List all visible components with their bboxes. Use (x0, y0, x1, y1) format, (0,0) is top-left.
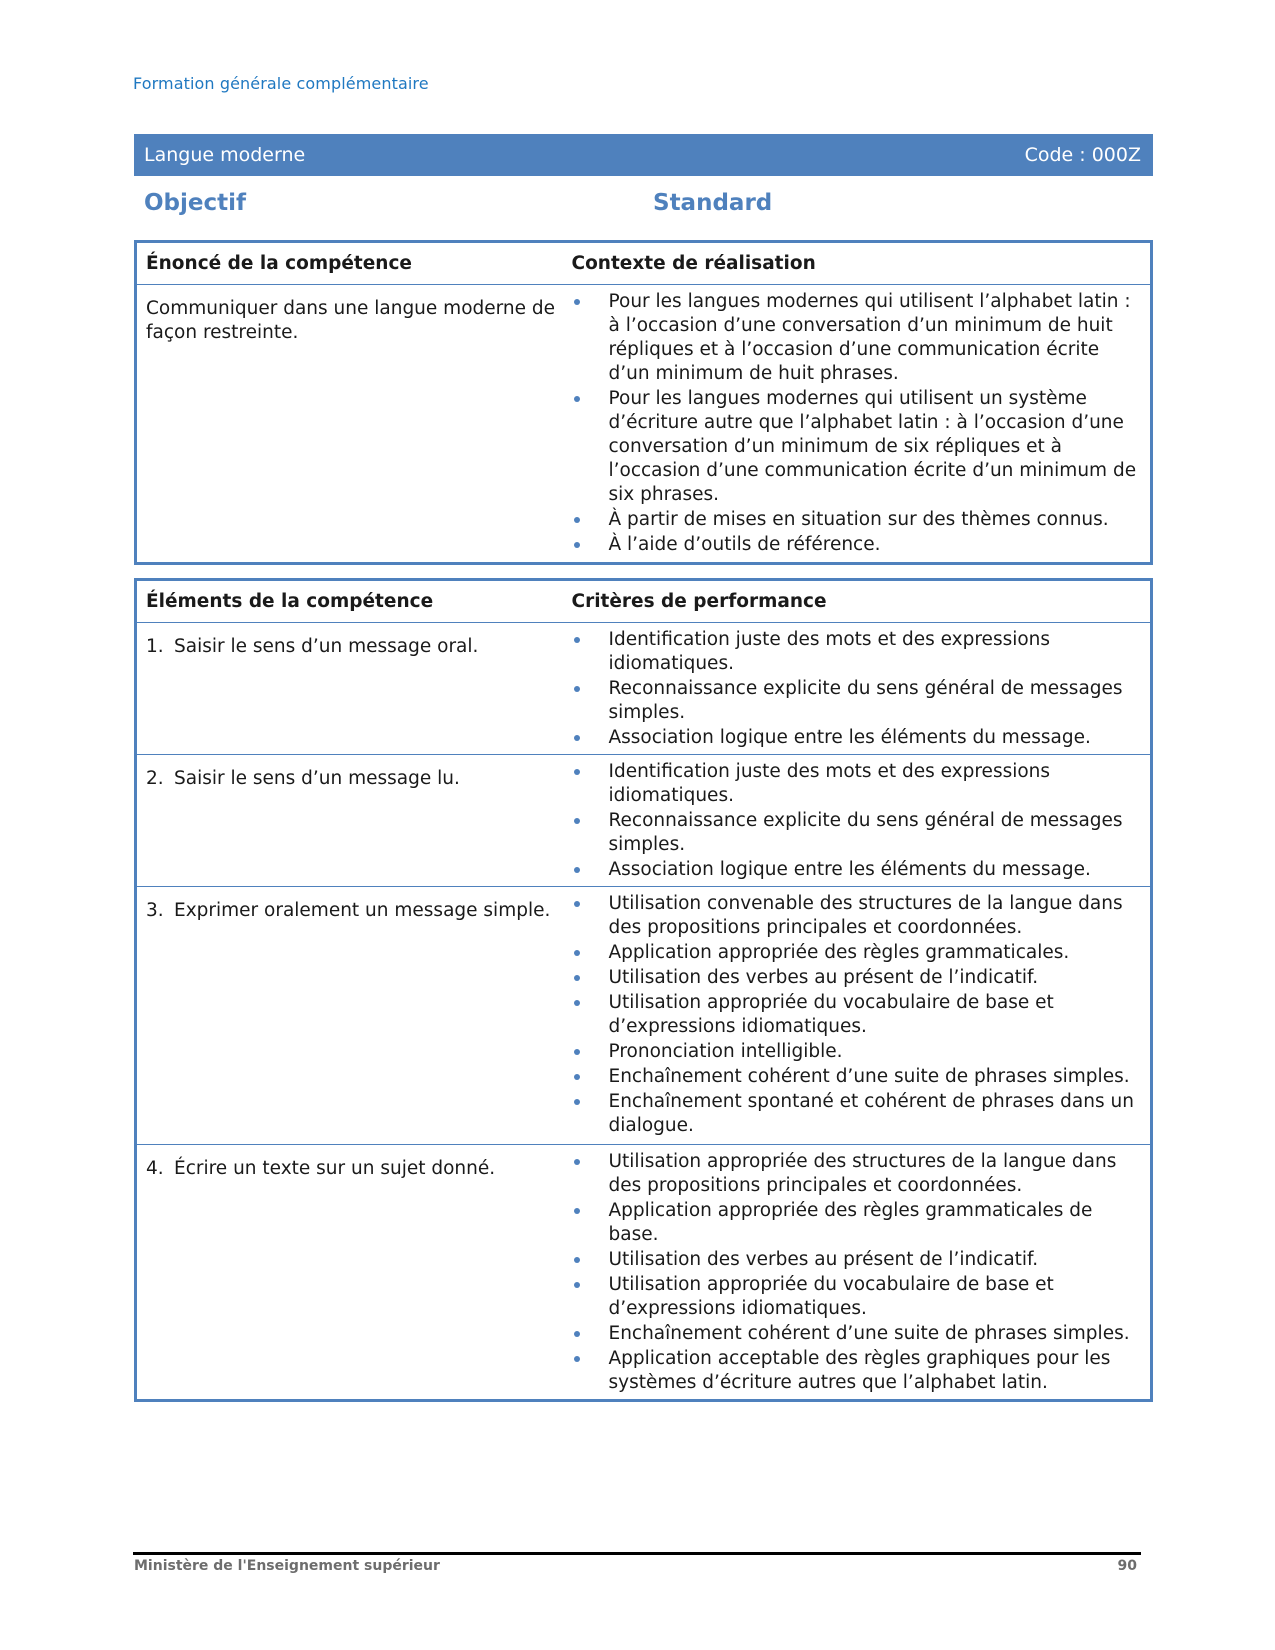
page-number: 90 (1117, 1558, 1137, 1574)
footer-divider (133, 1552, 1141, 1555)
bullet-icon (574, 517, 580, 523)
list-item: Enchaînement cohérent d’une suite de phrases simples. (564, 1065, 1143, 1089)
bullet-icon (574, 1049, 580, 1055)
contexte-cell (564, 285, 1152, 564)
list-item: Application appropriée des règles grammaticales de base. (564, 1199, 1143, 1247)
table-row (136, 623, 1152, 755)
element-cell (136, 623, 564, 755)
table-header-row (136, 242, 1152, 285)
criteres-cell (564, 887, 1152, 1145)
criteres-cell (564, 623, 1152, 755)
competence-table (134, 240, 1153, 565)
list-item: À partir de mises en situation sur des thèmes connus. (564, 508, 1143, 532)
element-text: Écrire un texte sur un sujet donné. (174, 1158, 496, 1179)
list-item: Utilisation des verbes au présent de l’indicatif. (564, 1248, 1143, 1272)
bullet-icon (574, 542, 580, 548)
objectif-label: Objectif (144, 190, 247, 216)
bullet-icon (574, 735, 580, 741)
list-item: Association logique entre les éléments du message. (564, 726, 1143, 750)
bullet-icon (574, 1331, 580, 1337)
list-item: Utilisation appropriée du vocabulaire de base et d’expressions idiomatiques. (564, 1273, 1143, 1321)
bullet-icon (574, 396, 580, 402)
bullet-icon (574, 299, 580, 305)
list-item: Pour les langues modernes qui utilisent l’alphabet latin : à l’occasion d’une conversation d’un minimum de huit répliques et à l’occasion d’une communication écrite d’un minimum de huit phrases. (564, 290, 1143, 386)
element-cell (136, 887, 564, 1145)
criteres-cell (564, 1145, 1152, 1401)
list-item: Utilisation des verbes au présent de l’indicatif. (564, 966, 1143, 990)
list-item: Application acceptable des règles graphiques pour les systèmes d’écriture autres que l’alphabet latin. (564, 1347, 1143, 1395)
list-item: Utilisation appropriée des structures de la langue dans des propositions principales et coordonnées. (564, 1150, 1143, 1198)
list-item: Pour les langues modernes qui utilisent un système d’écriture autre que l’alphabet latin : à l’occasion d’une conversation d’un minimum de six répliques et à l’occasion d’une communication écrite d’un minimum de six phrases. (564, 387, 1143, 507)
criteres-list (564, 1150, 1143, 1395)
bullet-icon (574, 1257, 580, 1263)
bullet-icon (574, 686, 580, 692)
list-item: Utilisation convenable des structures de la langue dans des propositions principales et coordonnées. (564, 892, 1143, 940)
bullet-icon (574, 1208, 580, 1214)
element-number: 3. (146, 900, 164, 921)
criteres-cell (564, 755, 1152, 887)
course-banner (134, 134, 1153, 176)
header-criteres: Critères de performance (564, 580, 1152, 623)
bullet-icon (574, 901, 580, 907)
bullet-icon (574, 950, 580, 956)
element-cell (136, 1145, 564, 1401)
header-elements: Éléments de la compétence (136, 580, 564, 623)
bullet-icon (574, 1159, 580, 1165)
list-item: Identification juste des mots et des expressions idiomatiques. (564, 760, 1143, 808)
bullet-icon (574, 769, 580, 775)
list-item: À l’aide d’outils de référence. (564, 533, 1143, 557)
elements-table (134, 578, 1153, 1402)
course-code: Code : 000Z (1024, 144, 1141, 166)
bullet-icon (574, 818, 580, 824)
element-text: Saisir le sens d’un message lu. (174, 768, 460, 789)
table-header-row (136, 580, 1152, 623)
element-cell (136, 755, 564, 887)
table-row (136, 1145, 1152, 1401)
criteres-list (564, 628, 1143, 750)
bullet-icon (574, 1282, 580, 1288)
bullet-icon (574, 867, 580, 873)
standard-label: Standard (653, 190, 773, 216)
table-row (136, 285, 1152, 564)
list-item: Prononciation intelligible. (564, 1040, 1143, 1064)
list-item: Application appropriée des règles grammaticales. (564, 941, 1143, 965)
contexte-list (564, 290, 1143, 557)
table-row (136, 755, 1152, 887)
header-enonce: Énoncé de la compétence (136, 242, 564, 285)
list-item: Identification juste des mots et des expressions idiomatiques. (564, 628, 1143, 676)
running-head: Formation générale complémentaire (133, 74, 429, 93)
bullet-icon (574, 1000, 580, 1006)
course-title: Langue moderne (144, 144, 306, 166)
element-text: Exprimer oralement un message simple. (174, 900, 551, 921)
bullet-icon (574, 975, 580, 981)
bullet-icon (574, 1356, 580, 1362)
bullet-icon (574, 1099, 580, 1105)
enonce-cell: Communiquer dans une langue moderne de façon restreinte. (136, 285, 564, 564)
list-item: Enchaînement cohérent d’une suite de phrases simples. (564, 1322, 1143, 1346)
table-row (136, 887, 1152, 1145)
footer-publisher: Ministère de l'Enseignement supérieur (134, 1558, 440, 1574)
list-item: Reconnaissance explicite du sens général de messages simples. (564, 809, 1143, 857)
criteres-list (564, 892, 1143, 1138)
list-item: Association logique entre les éléments du message. (564, 858, 1143, 882)
bullet-icon (574, 637, 580, 643)
list-item: Utilisation appropriée du vocabulaire de base et d’expressions idiomatiques. (564, 991, 1143, 1039)
element-text: Saisir le sens d’un message oral. (174, 636, 479, 657)
list-item: Enchaînement spontané et cohérent de phrases dans un dialogue. (564, 1090, 1143, 1138)
list-item: Reconnaissance explicite du sens général de messages simples. (564, 677, 1143, 725)
criteres-list (564, 760, 1143, 882)
element-number: 2. (146, 768, 164, 789)
element-number: 1. (146, 636, 164, 657)
section-labels (0, 190, 1275, 222)
element-number: 4. (146, 1158, 164, 1179)
bullet-icon (574, 1074, 580, 1080)
header-contexte: Contexte de réalisation (564, 242, 1152, 285)
